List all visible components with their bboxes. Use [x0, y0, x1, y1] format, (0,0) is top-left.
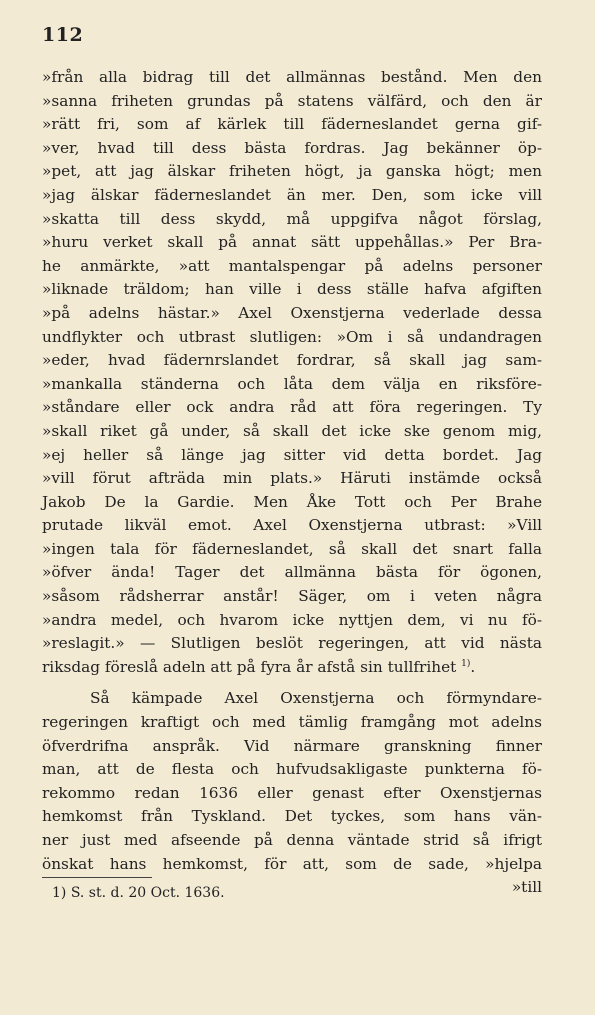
- text-line: öfverdrifna anspråk. Vid närmare granskning finner: [42, 736, 542, 755]
- text-line: »pet, att jag älskar friheten högt, ja ganska högt; men: [42, 162, 542, 181]
- footnote-reference: 1): [461, 658, 471, 669]
- text-line: »sanna friheten grundas på statens välfärd, och den är: [42, 91, 542, 110]
- footnote-divider: [42, 877, 152, 878]
- text-line-content: riksdag föreslå adeln att på fyra år afstå sin tullfrihet: [42, 657, 457, 676]
- footnote-ref-punct: .: [470, 657, 476, 676]
- text-line: »från alla bidrag till det allmännas bestånd. Men den: [42, 68, 542, 86]
- text-line: »reslagit.» — Slutligen beslöt regeringen, att vid nästa: [42, 634, 542, 653]
- text-line: »huru verket skall på annat sätt uppehållas.» Per Bra-: [42, 233, 542, 252]
- paragraph-start-line: Så kämpade Axel Oxenstjerna och förmyndare-: [90, 689, 542, 708]
- text-line: he anmärkte, »att mantalspengar på adelns personer: [42, 256, 542, 275]
- text-line: »ingen tala för fäderneslandet, så skall det snart falla: [42, 539, 542, 558]
- text-line: »ver, hvad till dess bästa fordras. Jag bekänner öp-: [42, 138, 542, 157]
- text-line: Jakob De la Gardie. Men Åke Tott och Per Brahe: [42, 492, 542, 511]
- text-line: »ståndare eller ock andra råd att föra regeringen. Ty: [42, 398, 542, 417]
- text-line: »på adelns hästar.» Axel Oxenstjerna vederlade dessa: [42, 303, 542, 322]
- text-line: hemkomst från Tyskland. Det tyckes, som hans vän-: [42, 807, 542, 826]
- text-line-with-footnote-ref: [42, 656, 542, 680]
- text-line: man, att de flesta och hufvudsakligaste punkterna fö-: [42, 760, 542, 779]
- text-line: »rätt fri, som af kärlek till fäderneslandet gerna gif-: [42, 115, 542, 134]
- text-line: regeringen kraftigt och med tämlig framgång mot adelns: [42, 713, 542, 732]
- text-line: »ej heller så länge jag sitter vid detta bordet. Jag: [42, 445, 542, 464]
- text-line: prutade likväl emot. Axel Oxenstjerna utbrast: »Vill: [42, 516, 542, 535]
- text-line: »öfver ända! Tager det allmänna bästa för ögonen,: [42, 563, 542, 582]
- text-line: »skall riket gå under, så skall det icke ske genom mig,: [42, 421, 542, 440]
- text-line: »andra medel, och hvarom icke nyttjen dem, vi nu fö-: [42, 610, 542, 629]
- text-line: »mankalla ständerna och låta dem välja en riksföre-: [42, 374, 542, 393]
- text-line: »vill förut afträda min plats.» Häruti instämde också: [42, 469, 542, 488]
- text-line: önskat hans hemkomst, för att, som de sade, »hjelpa: [42, 854, 542, 873]
- text-line: »eder, hvad fädernrslandet fordrar, så skall jag sam-: [42, 351, 542, 370]
- catchword: »till: [511, 878, 542, 897]
- text-line: ner just med afseende på denna väntade strid så ifrigt: [42, 831, 542, 849]
- footnote: 1) S. st. d. 20 Oct. 1636.: [52, 885, 225, 901]
- text-line: »jag älskar fäderneslandet än mer. Den, som icke vill: [42, 185, 542, 204]
- text-line: »såsom rådsherrar anstår! Säger, om i veten några: [42, 587, 542, 606]
- text-line: rekommo redan 1636 eller genast efter Oxenstjernas: [42, 783, 542, 802]
- text-line: undflykter och utbrast slutligen: »Om i så undandragen: [42, 327, 542, 346]
- page-number: 112: [42, 24, 84, 46]
- text-line: »skatta till dess skydd, må uppgifva något förslag,: [42, 209, 542, 228]
- body-text: [42, 66, 542, 900]
- text-line: »liknade träldom; han ville i dess ställe hafva afgiften: [42, 280, 542, 299]
